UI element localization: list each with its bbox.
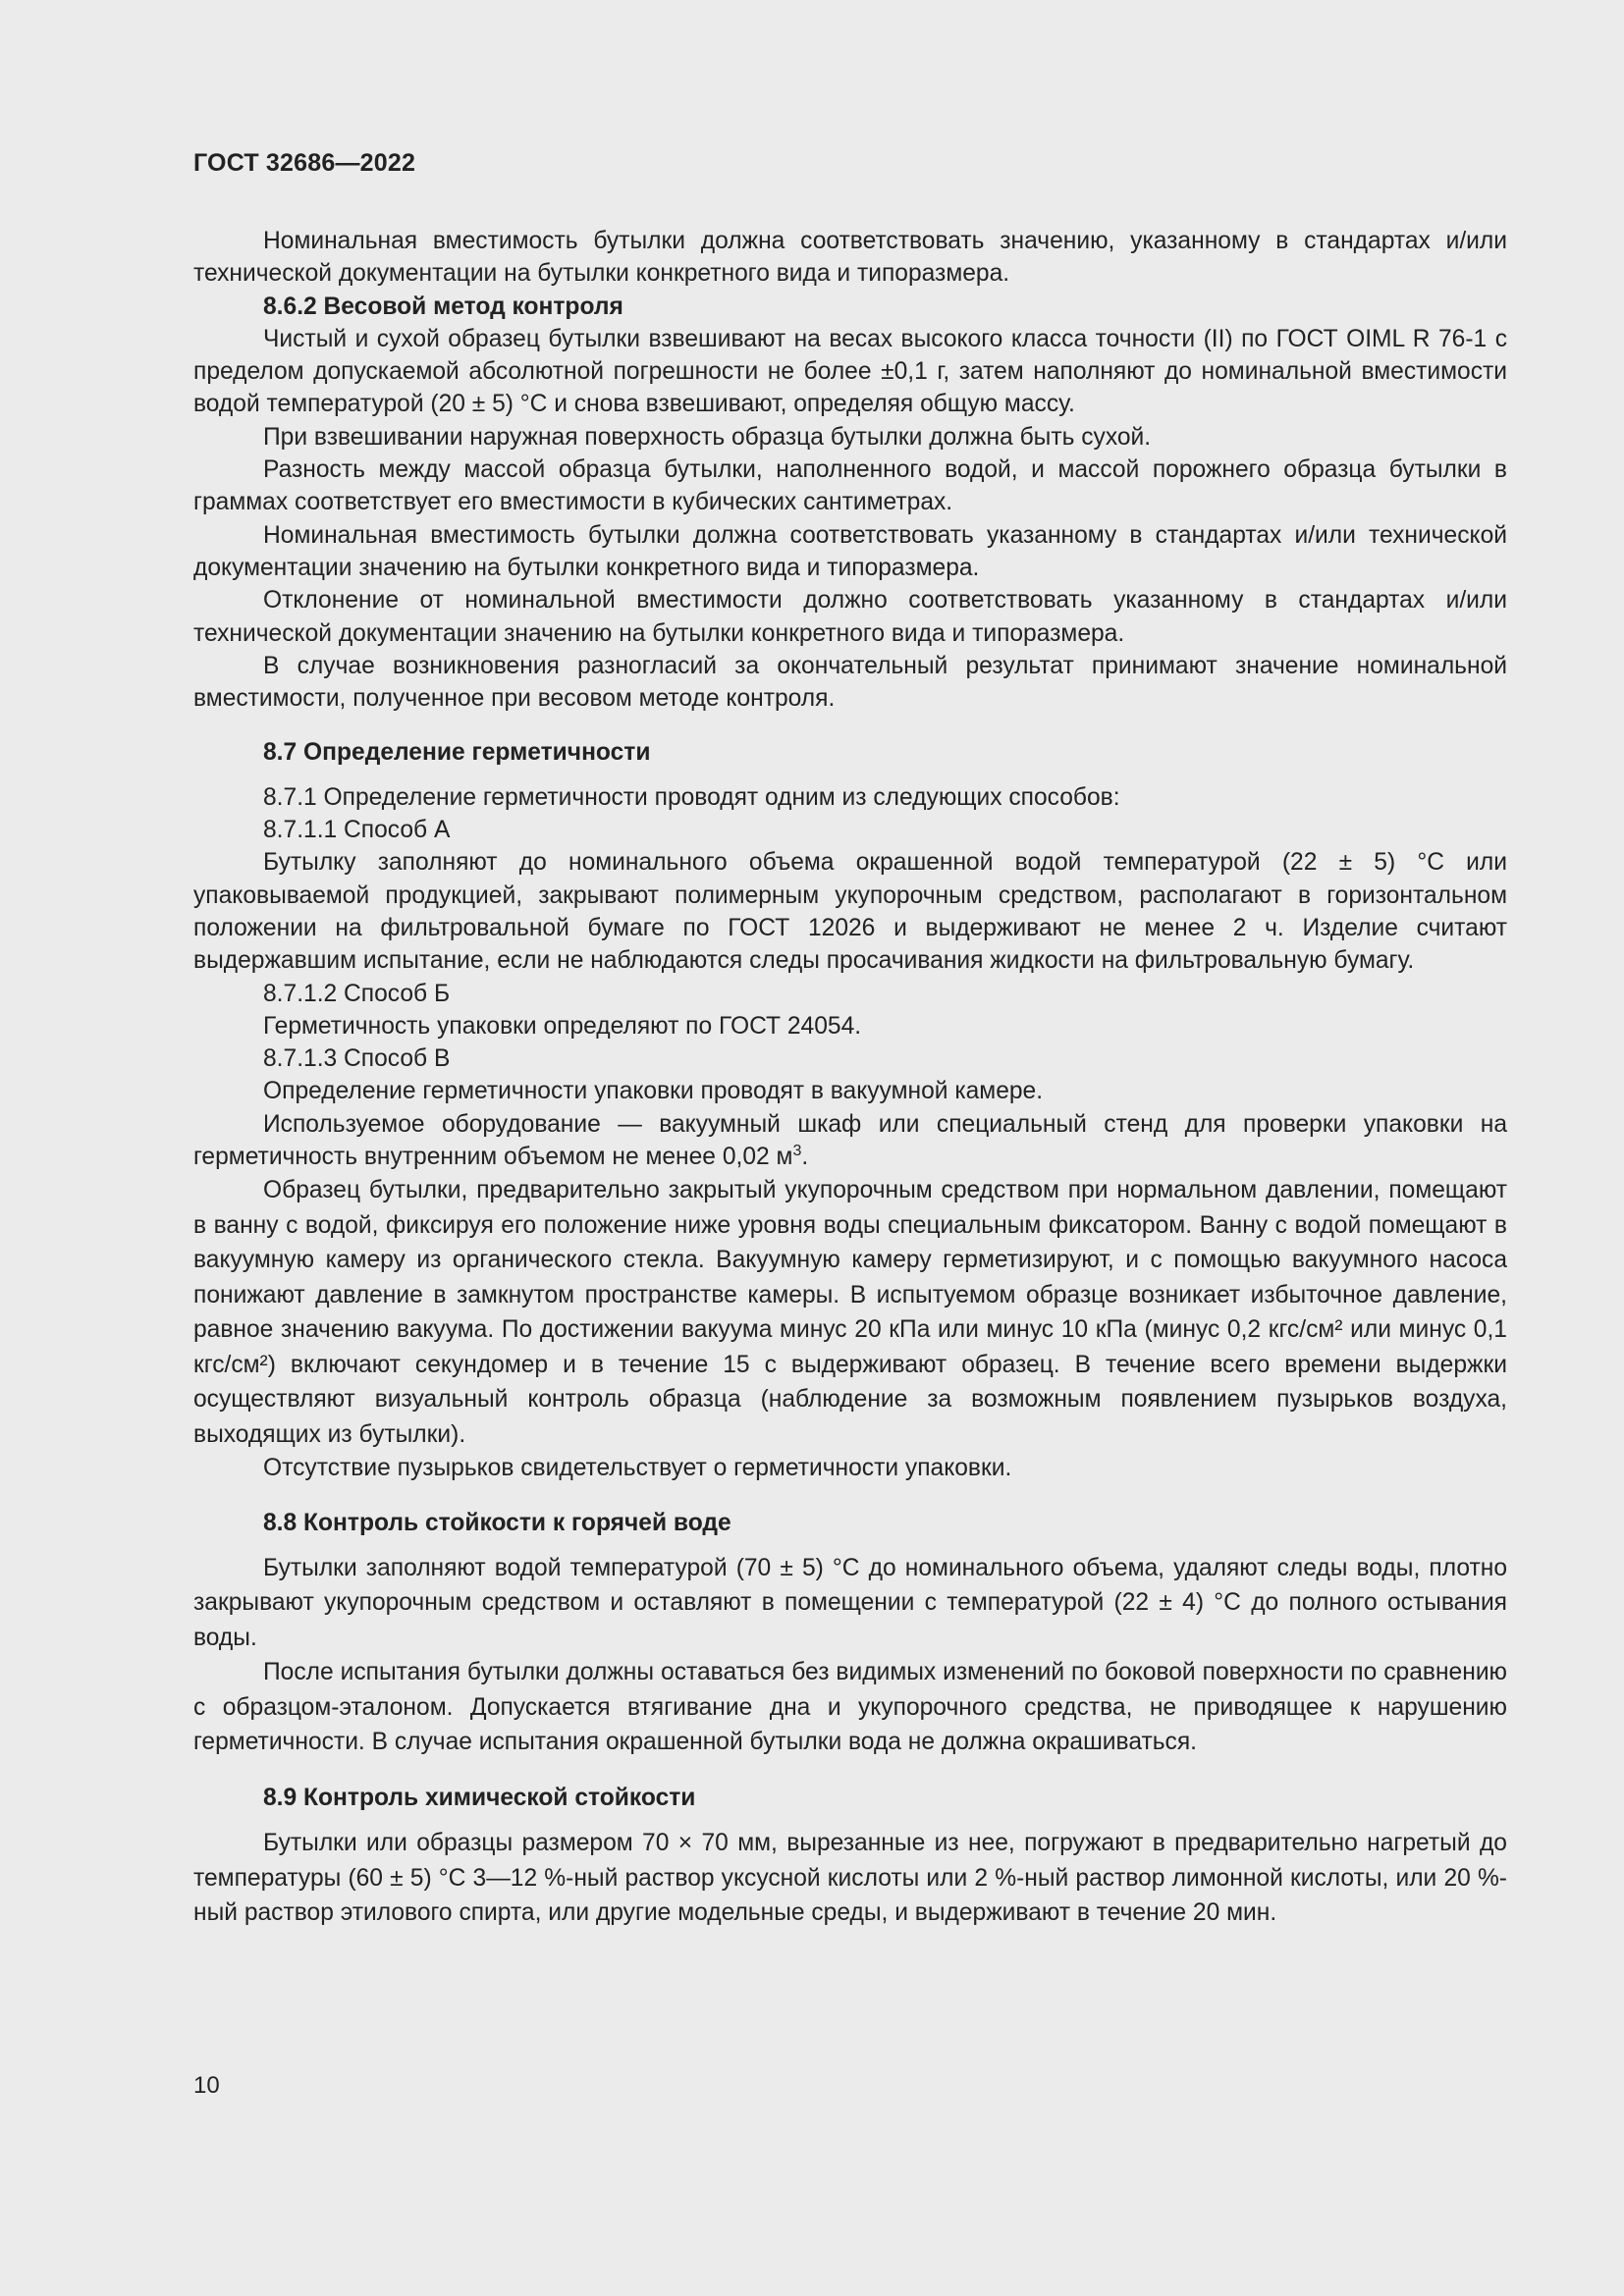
superscript: 3: [792, 1142, 802, 1159]
paragraph: Образец бутылки, предварительно закрытый укупорочным средством при нормальном давлении, помещают в ванну с водой, фиксируя его положение ниже уровня воды специальным фиксатором. Ванну с водой помещают в вакуумную камеру из органического стекла. Вакуумную камеру герметизируют, и с помощью вакуумного насоса понижают давление в замкнутом пространстве камеры. В испытуемом образце возникает избыточное давление, равное значению вакуума. По достижении вакуума минус 20 кПа или минус 10 кПа (минус 0,2 кгс/см² или минус 0,1 кгс/см²) включают секундомер и в течение 15 с выдерживают образец. В течение всего времени выдержки осуществляют визуальный контроль образца (наблюдение за возможным появлением пузырьков воздуха, выходящих из бутылки).: [193, 1177, 1507, 1448]
paragraph: Бутылки или образцы размером 70 × 70 мм, вырезанные из нее, погружают в предварительно нагретый до температуры (60 ± 5) °С 3—12 %-ный раствор уксусной кислоты или 2 %-ный раствор лимонной кислоты, или 20 %-ный раствор этилового спирта, или другие модельные среды, и выдерживают в течение 20 мин.: [193, 1830, 1507, 1927]
paragraph: Номинальная вместимость бутылки должна соответствовать указанному в стандартах и/или технической документации значению на бутылки конкретного вида и типоразмера.: [193, 521, 1507, 581]
paragraph: Отсутствие пузырьков свидетельствует о герметичности упаковки.: [263, 1455, 1012, 1482]
paragraph: 8.7.1.3 Способ В: [263, 1045, 451, 1073]
paragraph: Герметичность упаковки определяют по ГОСТ 24054.: [263, 1012, 862, 1040]
section-heading-8-9: 8.9 Контроль химической стойкости: [263, 1784, 696, 1811]
page-number: 10: [193, 2072, 220, 2099]
paragraph: 8.7.1 Определение герметичности проводят одним из следующих способов:: [263, 783, 1120, 811]
paragraph: Бутылки заполняют водой температурой (70 ± 5) °С до номинального объема, удаляют следы воды, плотно закрывают укупорочным средством и оставляют в помещении с температурой (22 ± 4) °С до полного остывания воды.: [193, 1554, 1507, 1651]
section-heading-8-8: 8.8 Контроль стойкости к горячей воде: [263, 1509, 731, 1536]
paragraph-text: Используемое оборудование — вакуумный шкаф или специальный стенд для проверки упаковки на герметичность внутренним объемом не менее 0,02 м: [193, 1110, 1507, 1171]
paragraph: Разность между массой образца бутылки, наполненного водой, и массой порожнего образца бутылки в граммах соответствует его вместимости в кубических сантиметрах.: [193, 456, 1507, 516]
paragraph: Определение герметичности упаковки проводят в вакуумной камере.: [263, 1078, 1044, 1105]
paragraph: 8.7.1.1 Способ А: [263, 817, 451, 844]
paragraph: При взвешивании наружная поверхность образца бутылки должна быть сухой.: [263, 423, 1152, 451]
paragraph: Номинальная вместимость бутылки должна соответствовать значению, указанному в стандартах и/или технической документации на бутылки конкретного вида и типоразмера.: [193, 228, 1507, 288]
paragraph: После испытания бутылки должны оставаться без видимых изменений по боковой поверхности по сравнению с образцом-эталоном. Допускается втягивание дна и укупорочного средства, не приводящее к нарушению герметичности. В случае испытания окрашенной бутылки вода не должна окрашиваться.: [193, 1659, 1507, 1756]
paragraph: Чистый и сухой образец бутылки взвешивают на весах высокого класса точности (II) по ГОСТ OIML R 76-1 с пределом допускаемой абсолютной погрешности не более ±0,1 г, затем наполняют до номинальной вместимости водой температурой (20 ± 5) °С и снова взвешивают, определяя общую массу.: [193, 325, 1507, 418]
subsection-heading-8-6-2: 8.6.2 Весовой метод контроля: [263, 293, 623, 320]
paragraph: Отклонение от номинальной вместимости должно соответствовать указанному в стандартах и/или технической документации значению на бутылки конкретного вида и типоразмера.: [193, 587, 1507, 647]
document-header: ГОСТ 32686—2022: [193, 149, 416, 177]
paragraph: Бутылку заполняют до номинального объема окрашенной водой температурой (22 ± 5) °С или упаковываемой продукцией, закрывают полимерным укупорочным средством, располагают в горизонтальном положении на фильтровальной бумаге по ГОСТ 12026 и выдерживают не менее 2 ч. Изделие считают выдержавшим испытание, если не наблюдаются следы просачивания жидкости на фильтровальную бумагу.: [193, 849, 1507, 975]
section-heading-8-7: 8.7 Определение герметичности: [263, 739, 651, 767]
paragraph: 8.7.1.2 Способ Б: [263, 980, 451, 1007]
paragraph: В случае возникновения разногласий за окончательный результат принимают значение номинальной вместимости, полученное при весовом методе контроля.: [193, 652, 1507, 713]
paragraph-end: .: [801, 1144, 809, 1171]
paragraph: [193, 1108, 1507, 1174]
document-body: [193, 225, 1507, 1931]
